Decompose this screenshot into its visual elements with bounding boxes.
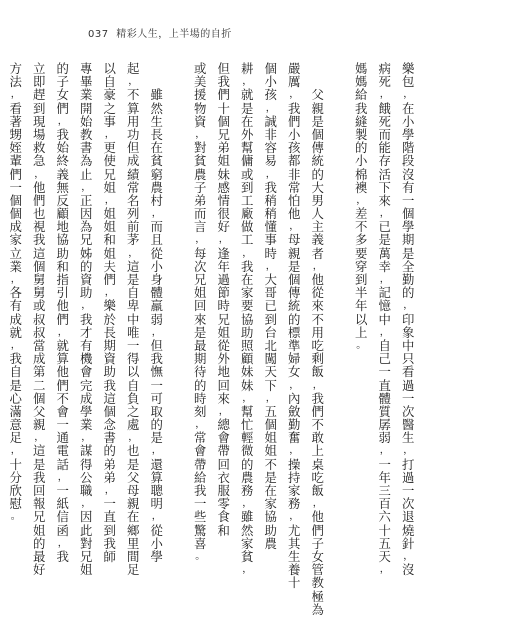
text-column: 嚴 厲 ， 我 們 小 孩 都 非 常 怕 他 ， 母 親 是 個 傳 統 的 標 準 婦 女 ， 內 斂 勤 奮 ， 操 持 家 務 ， 尤 其 生 養 十 (288, 61, 301, 591)
text-column: 以 自 豪 之 事 ， 更 使 兄 姐 ， 姐 姐 和 姐 夫 們 ， 樂 於 長 期 資 助 我 這 個 念 書 的 弟 弟 ， 一 直 到 我 師 (103, 61, 116, 564)
text-column: 父 親 是 個 傳 統 的 大 男 人 主 義 者 ， 他 從 來 不 用 吃 剩 飯 ， 我 們 不 敢 上 桌 吃 飯 ， 他 們 子 女 管 教 極 為 (311, 87, 324, 617)
text-column: 起 ， 不 算 用 功 但 成 績 常 名 列 前 茅 ， 這 是 自 卑 中 唯 一 得 以 自 負 之 處 ， 也 是 父 母 親 在 鄉 里 間 足 (127, 61, 140, 578)
text-column: 專 畢 業 開 始 教 書 為 止 ， 正 因 為 兄 姊 的 資 助 ， 我 才 有 機 會 完 成 學 業 ， 謀 得 公 職 ， 因 此 對 兄 姐 (80, 61, 93, 578)
text-column: 病 死 ， 餓 死 而 能 存 活 下 來 ， 已 是 萬 幸 ， 記 憶 中 ， 自 己 一 直 體 質 孱 弱 ， 一 年 三 百 六 十 五 天 ， (378, 61, 391, 576)
running-title: 精彩人生，上半場的自折 (116, 29, 232, 40)
vertical-text-body (9, 61, 420, 617)
running-header (88, 25, 232, 40)
text-column: 或 美 援 物 資 ， 對 貧 農 子 弟 而 言 ， 每 次 兄 姐 回 來 是 最 期 待 的 時 刻 ， 常 會 帶 給 我 一 些 驚 喜 。 (194, 61, 207, 562)
text-column: 但 我 們 十 個 兄 弟 姐 妹 感 情 很 好 ， 逢 年 過 節 時 兄 姐 從 外 地 回 來 ， 總 會 帶 回 衣 服 零 食 和 (217, 61, 230, 538)
text-column: 個 小 孩 ， 誠 非 容 易 ， 我 稍 稍 懂 事 時 ， 大 哥 已 到 台 北 闖 天 下 ， 五 個 姐 姐 不 是 在 家 協 助 農 (264, 61, 277, 551)
text-column: 立 即 趕 到 現 場 救 急 ， 他 們 也 視 我 這 個 舅 舅 或 叔 叔 當 成 第 二 個 父 親 ， 這 是 我 回 報 兄 姐 的 最 好 (33, 61, 46, 578)
text-column (330, 62, 350, 474)
text-column: 樂 包 ， 在 小 學 階 段 沒 有 一 個 學 期 是 全 勤 的 ， 印 象 中 只 看 過 一 次 醫 生 ， 打 過 一 次 退 燒 針 ， 沒 (402, 61, 415, 578)
page-number: 037 (88, 29, 109, 40)
text-column: 雖 然 生 長 在 貧 窮 農 村 ， 而 且 從 小 身 體 羸 弱 ， 但 我 憮 一 可 取 的 是 ， 還 算 聰 明 ， 從 小 學 (150, 87, 163, 564)
text-column: 耕 ， 就 是 在 外 幫 傭 或 到 工 廠 做 工 ， 我 在 家 要 協 助 照 顧 妹 妹 ， 幫 忙 輕 微 的 農 務 ， 雖 然 家 貧 ， (241, 61, 254, 576)
text-column: 的 子 女 們 ， 我 始 終 義 無 反 顧 地 協 助 和 指 引 他 們 ， 就 算 他 們 不 會 一 通 電 話 ， 一 紙 信 函 ， 我 (56, 61, 69, 564)
text-column (169, 62, 189, 474)
text-column: 媽 媽 給 我 縫 製 的 小 棉 襖 ， 差 不 多 要 穿 到 半 年 以 上 。 (355, 61, 368, 351)
text-column: 方 法 ， 看 著 甥 姪 輩 們 一 個 個 成 家 立 業 ， 各 有 成 就 ， 我 自 是 心 滿 意 足 ， 十 分 欣 慰 。 (9, 61, 22, 523)
